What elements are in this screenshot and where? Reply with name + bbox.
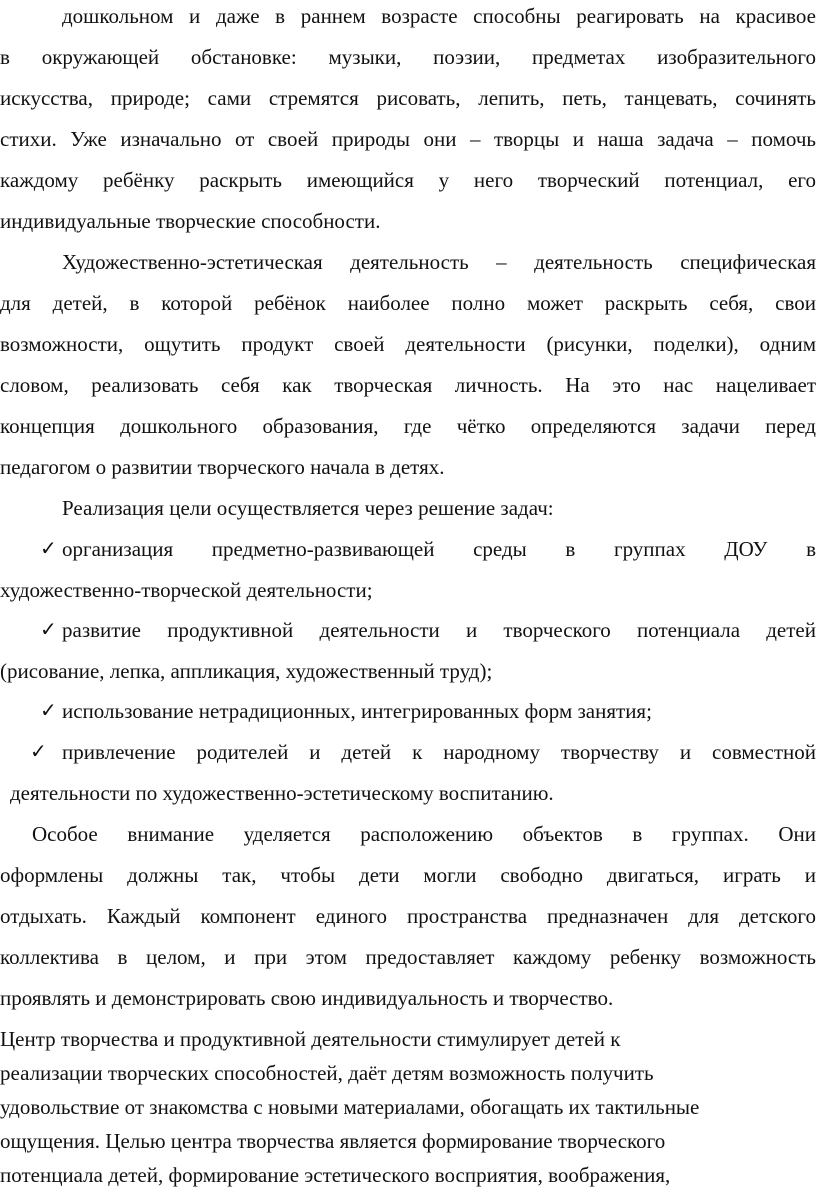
text-line: концепция дошкольного образования, где чётко определяются задачи перед <box>0 414 816 438</box>
list-item-text: деятельности по художественно-эстетическому воспитанию. <box>10 781 554 805</box>
text-line: удовольствие от знакомства с новыми материалами, обогащать их тактильные <box>0 1095 700 1119</box>
text-line: индивидуальные творческие способности. <box>0 209 381 233</box>
text-line: Центр творчества и продуктивной деятельности стимулирует детей к <box>0 1027 621 1051</box>
text-line: каждому ребёнку раскрыть имеющийся у него творческий потенциал, его <box>0 168 816 192</box>
text-line: педагогом о развитии творческого начала в детях. <box>0 455 445 479</box>
checkmark-icon: ✓ <box>40 617 57 641</box>
text-line: отдыхать. Каждый компонент единого пространства предназначен для детского <box>0 904 816 928</box>
text-line: дошкольном и даже в раннем возрасте способны реагировать на красивое <box>62 4 816 28</box>
text-line: для детей, в которой ребёнок наиболее полно может раскрыть себя, свои <box>0 291 816 315</box>
text-line: реализации творческих способностей, даёт детям возможность получить <box>0 1061 654 1085</box>
text-line: оформлены должны так, чтобы дети могли свободно двигаться, играть и <box>0 863 816 887</box>
text-line: в окружающей обстановке: музыки, поэзии, предметах изобразительного <box>0 45 816 69</box>
text-line: стихи. Уже изначально от своей природы они – творцы и наша задача – помочь <box>0 127 816 151</box>
text-line: Реализация цели осуществляется через решение задач: <box>62 496 554 520</box>
text-line: Художественно-эстетическая деятельность – деятельность специфическая <box>62 250 816 274</box>
text-line: словом, реализовать себя как творческая личность. На это нас нацеливает <box>0 373 816 397</box>
list-item-text: организация предметно-развивающей среды в группах ДОУ в <box>62 537 816 561</box>
text-line: искусства, природе; сами стремятся рисовать, лепить, петь, танцевать, сочинять <box>0 86 816 110</box>
list-item-text: развитие продуктивной деятельности и творческого потенциала детей <box>62 618 816 642</box>
checkmark-icon: ✓ <box>40 698 57 722</box>
text-line: коллектива в целом, и при этом предоставляет каждому ребенку возможность <box>0 945 816 969</box>
list-item-text: (рисование, лепка, аппликация, художественный труд); <box>0 659 493 683</box>
list-item-text: художественно-творческой деятельности; <box>0 578 373 602</box>
checkmark-icon: ✓ <box>30 739 47 763</box>
text-line: проявлять и демонстрировать свою индивидуальность и творчество. <box>0 986 614 1010</box>
text-line: потенциала детей, формирование эстетического восприятия, воображения, <box>0 1163 671 1187</box>
list-item-text: привлечение родителей и детей к народному творчеству и совместной <box>62 740 816 764</box>
text-line: возможности, ощутить продукт своей деятельности (рисунки, поделки), одним <box>0 332 816 356</box>
list-item-text: использование нетрадиционных, интегрированных форм занятия; <box>62 699 652 723</box>
text-line: Особое внимание уделяется расположению объектов в группах. Они <box>32 822 816 846</box>
text-line: ощущения. Целью центра творчества является формирование творческого <box>0 1129 666 1153</box>
checkmark-icon: ✓ <box>40 536 57 560</box>
